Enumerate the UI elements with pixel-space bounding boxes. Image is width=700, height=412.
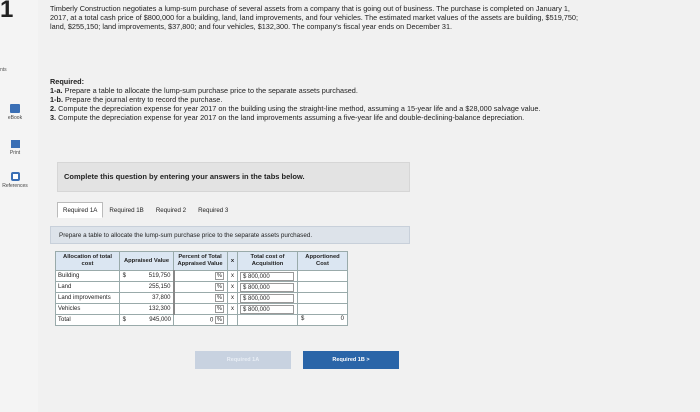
next-button[interactable]: Required 1B > [303,351,399,369]
ebook-label: eBook [7,115,23,121]
percent-input[interactable]: % [174,293,228,304]
apportioned-input[interactable] [298,304,348,315]
total-percent: 0 % [174,315,228,326]
required-item-3: 3. Compute the depreciation expense for year 2017 on the land improvements assuming a five-year life and double-declining-balance depreciation. [50,113,525,123]
total-label: Total [56,315,120,326]
apportioned-input[interactable] [298,271,348,282]
col-percent: Percent of Total Appraised Value [174,252,228,271]
tab-bar [57,202,234,220]
tab-instruction: Prepare a table to allocate the lump-sum purchase price to the separate assets purchased. [59,232,313,239]
col-total-cost: Total cost of Acquisition [238,252,298,271]
appraised-value: 255,150 [129,282,174,293]
table-row: Vehicles 132,300 % x $ 800,000 [56,304,348,315]
percent-input[interactable]: % [174,271,228,282]
references-link[interactable] [0,172,30,189]
total-cost-value: $ 800,000 [240,283,294,292]
print-link[interactable] [0,140,30,156]
points-label: nts [0,67,7,73]
table-row: Building $ 519,750 % x $ 800,000 [56,271,348,282]
tab-required-3[interactable]: Required 3 [198,207,229,214]
appraised-value: 37,800 [129,293,174,304]
required-item-1a: 1-a. Prepare a table to allocate the lump-sum purchase price to the separate assets purchased. [50,86,358,96]
required-item-1b: 1-b. Prepare the journal entry to record the purchase. [50,95,223,105]
question-number: 1 [0,0,14,23]
appraised-value: 132,300 [129,304,174,315]
required-heading: Required: [50,77,85,86]
tab-instruction-bar [50,226,410,244]
col-x: x [228,252,238,271]
percent-input[interactable]: % [174,282,228,293]
required-item-2: 2. Compute the depreciation expense for year 2017 on the building using the straight-line method, assuming a 15-year life and a $28,000 salvage value. [50,104,541,114]
left-rail [0,0,38,412]
row-label: Land improvements [56,293,120,304]
col-apportioned: Apportioned Cost [298,252,348,271]
percent-input[interactable]: % [174,304,228,315]
apportioned-input[interactable] [298,293,348,304]
references-icon [11,172,20,181]
total-cost-value: $ 800,000 [240,305,294,314]
total-row: Total $ 945,000 0 % $ 0 [56,315,348,326]
ebook-icon [10,104,20,113]
col-appraised: Appraised Value [120,252,174,271]
required-section [50,77,590,122]
references-label: References [2,183,28,189]
table-row: Land improvements 37,800 % x $ 800,000 [56,293,348,304]
print-label: Print [9,150,21,156]
total-appraised-value: 945,000 [129,315,174,326]
prev-button[interactable]: Required 1A [195,351,291,369]
print-icon [11,140,20,148]
table-row: Land 255,150 % x $ 800,000 [56,282,348,293]
instructions-panel [57,162,410,192]
apportioned-input[interactable] [298,282,348,293]
tab-required-1b[interactable]: Required 1B [109,207,144,214]
problem-text: Timberly Construction negotiates a lump-sum purchase of several assets from a company that is going out of business. The purchase is completed on January 1, 2017, at a total cash price of $800,000 for a building, land, land improvements, and four vehicles. The estimated market values of the assets are building, $519,750; land, $255,150; land improvements, $37,800; and four vehicles, $132,300. The company's fiscal year ends on December 31. [50,4,578,32]
tab-required-1a[interactable]: Required 1A [57,202,103,218]
row-label: Land [56,282,120,293]
tab-required-2[interactable]: Required 2 [155,207,187,214]
panel-text: Complete this question by entering your answers in the tabs below. [64,172,305,181]
row-label: Building [56,271,120,282]
total-cost-value: $ 800,000 [240,272,294,281]
col-allocation: Allocation of total cost [56,252,120,271]
ebook-link[interactable] [0,104,30,121]
total-apportioned: $ 0 [298,315,348,326]
total-cost-value: $ 800,000 [240,294,294,303]
row-label: Vehicles [56,304,120,315]
appraised-value: 519,750 [129,271,174,282]
allocation-table [55,251,348,326]
